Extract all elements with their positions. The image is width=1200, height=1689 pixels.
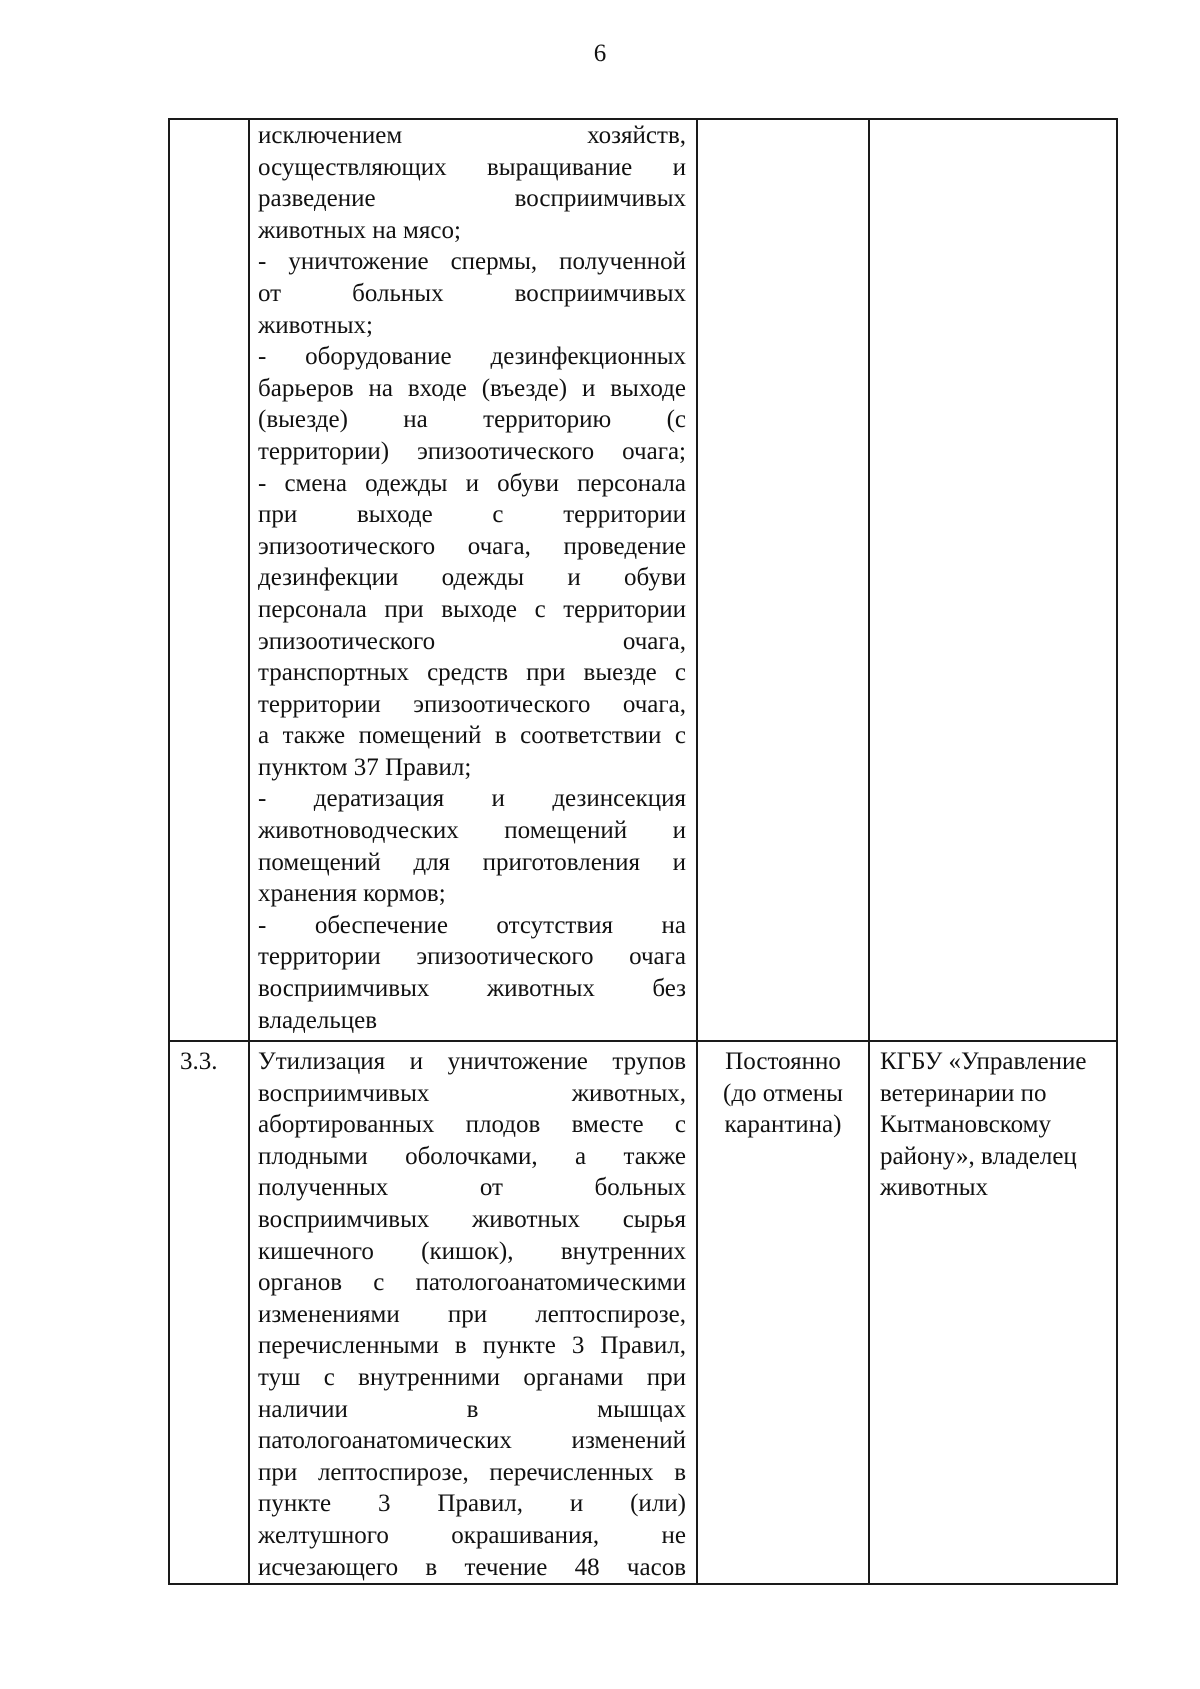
text-line: туш с внутренними органами при (258, 1363, 686, 1391)
text-line: эпизоотического очага, (258, 627, 686, 655)
text-line: от больных восприимчивых (258, 279, 686, 307)
text-line: владельцев (258, 1006, 378, 1034)
term-text (698, 120, 868, 124)
row-number (170, 120, 248, 124)
text-line: эпизоотического очага, проведение (258, 532, 686, 560)
responsible-cell (869, 1041, 1117, 1584)
text-line: - дератизация и дезинсекция (258, 785, 686, 813)
text-line: - уничтожение спермы, полученной (258, 248, 686, 276)
term-cell (697, 1041, 869, 1584)
measures-table (168, 118, 1118, 1585)
text-line: а также помещений в соответствии с (258, 722, 686, 750)
text-line: перечисленными в пункте 3 Правил, (258, 1332, 686, 1360)
text-line: животных на мясо; (258, 216, 461, 244)
measure-text-cell (249, 1041, 697, 1584)
term-cell (697, 119, 869, 1041)
cell-line: (до отмены (723, 1079, 843, 1107)
measure-text-cell (249, 119, 697, 1041)
row-number-cell (169, 119, 249, 1041)
table-row (169, 1041, 1117, 1584)
text-line: патологоанатомических изменений (258, 1427, 686, 1455)
term-text (698, 1042, 868, 1141)
measure-text (250, 120, 696, 1036)
page-number: 6 (593, 40, 607, 67)
text-line: исчезающего в течение 48 часов (258, 1553, 686, 1581)
cell-line: ветеринарии по (880, 1079, 1047, 1107)
table-row (169, 119, 1117, 1041)
text-line: органов с патологоанатомическими (258, 1269, 686, 1297)
cell-line: Постоянно (725, 1048, 841, 1075)
text-line: плодными оболочками, а также (258, 1142, 686, 1170)
text-line: пункте 3 Правил, и (или) (258, 1490, 686, 1518)
text-line: дезинфекции одежды и обуви (258, 564, 686, 592)
text-line: при лептоспирозе, перечисленных в (258, 1458, 686, 1486)
text-line: пунктом 37 Правил; (258, 753, 472, 781)
text-line: - смена одежды и обуви персонала (258, 469, 686, 497)
text-line: - обеспечение отсутствия на (258, 911, 686, 939)
text-line: - оборудование дезинфекционных (258, 343, 686, 371)
cell-line: животных (880, 1174, 989, 1202)
text-line: изменениями при лептоспирозе, (258, 1300, 686, 1328)
text-line: восприимчивых животных сырья (258, 1205, 686, 1233)
responsible-text (870, 120, 1116, 124)
cell-line: Кытмановскому (880, 1111, 1051, 1139)
text-line: желтушного окрашивания, не (258, 1521, 686, 1549)
text-line: персонала при выходе с территории (258, 595, 686, 623)
text-line: транспортных средств при выезде с (258, 659, 686, 687)
cell-line: карантина) (724, 1111, 842, 1139)
text-line: кишечного (кишок), внутренних (258, 1237, 686, 1265)
text-line: исключением хозяйств, (258, 122, 686, 149)
text-line: территории эпизоотического очага (258, 943, 686, 971)
text-line: разведение восприимчивых (258, 185, 686, 213)
text-line: абортированных плодов вместе с (258, 1111, 686, 1139)
text-line: осуществляющих выращивание и (258, 153, 686, 181)
text-line: восприимчивых животных, (258, 1079, 686, 1107)
text-line: территории эпизоотического очага, (258, 690, 686, 718)
text-line: полученных от больных (258, 1174, 686, 1202)
text-line: помещений для приготовления и (258, 848, 686, 876)
text-line: барьеров на входе (въезде) и выходе (258, 374, 686, 402)
text-line: при выходе с территории (258, 501, 686, 529)
cell-line: КГБУ «Управление (880, 1048, 1087, 1075)
responsible-text (870, 1042, 1116, 1204)
measure-text (250, 1042, 696, 1583)
text-line: животноводческих помещений и (258, 817, 686, 845)
text-line: (выезде) на территорию (с (258, 406, 686, 434)
cell-line: району», владелец (880, 1142, 1077, 1170)
text-line: восприимчивых животных без (258, 975, 686, 1003)
text-line: хранения кормов; (258, 880, 446, 908)
row-number: 3.3. (180, 1048, 218, 1075)
responsible-cell (869, 119, 1117, 1041)
text-line: Утилизация и уничтожение трупов (258, 1048, 686, 1075)
text-line: наличии в мышцах (258, 1395, 686, 1423)
text-line: животных; (258, 311, 374, 339)
row-number-cell (169, 1041, 249, 1584)
text-line: территории) эпизоотического очага; (258, 437, 686, 465)
